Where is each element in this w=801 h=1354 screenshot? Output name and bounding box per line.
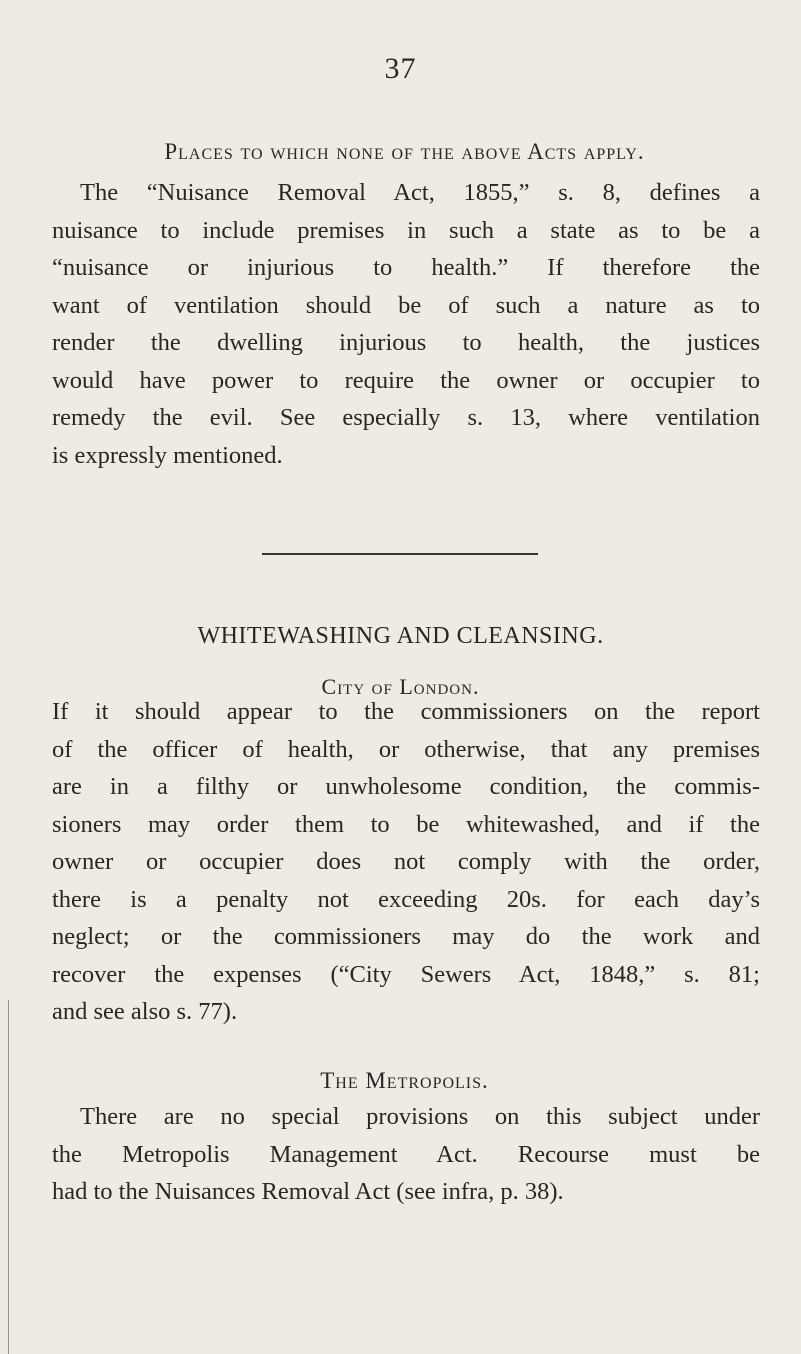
section-heading-other-places: Places to which none of the above Acts apply.: [164, 139, 645, 164]
text-line: sioners may order them to be whitewashed, and if the: [52, 810, 760, 838]
text-line: is expressly mentioned.: [52, 441, 283, 469]
section-heading-metropolis: The Metropolis.: [320, 1068, 489, 1093]
text-line: would have power to require the owner or occupier to: [52, 366, 760, 394]
paragraph-metropolis: [52, 1098, 760, 1211]
text-line: and see also s. 77).: [52, 998, 238, 1025]
text-line: there is a penalty not exceeding 20s. for each day’s: [52, 885, 760, 913]
text-line: neglect; or the commissioners may do the work and: [52, 923, 760, 950]
text-line: The “Nuisance Removal Act, 1855,” s. 8, defines a: [80, 179, 760, 206]
section-heading-whitewashing: WHITEWASHING AND CLEANSING.: [197, 623, 604, 649]
text-line: had to the Nuisances Removal Act (see infra, p. 38).: [52, 1178, 564, 1205]
text-line: “nuisance or injurious to health.” If therefore the: [52, 254, 760, 281]
text-line: are in a filthy or unwholesome condition, the commis-: [52, 773, 760, 800]
text-line: of the officer of health, or otherwise, that any premises: [52, 735, 760, 763]
text-line: render the dwelling injurious to health, the justices: [52, 329, 760, 356]
text-line: want of ventilation should be of such a nature as to: [52, 291, 760, 319]
paragraph-city-of-london: [52, 693, 760, 1031]
page-edge-shadow: [8, 1000, 9, 1354]
text-line: the Metropolis Management Act. Recourse must be: [52, 1140, 760, 1168]
text-line: nuisance to include premises in such a state as to be a: [52, 216, 760, 244]
text-line: recover the expenses (“City Sewers Act, 1848,” s. 81;: [52, 960, 760, 988]
text-line: If it should appear to the commissioners on the report: [52, 698, 760, 725]
page-number: 37: [384, 52, 417, 85]
section-divider: [262, 553, 538, 555]
text-line: owner or occupier does not comply with the order,: [52, 848, 760, 875]
text-line: remedy the evil. See especially s. 13, where ventilation: [52, 404, 760, 431]
paragraph-nuisance-removal: [52, 174, 760, 474]
text-line: There are no special provisions on this subject under: [80, 1103, 760, 1130]
subheading-city-of-london: City of London.: [321, 674, 480, 699]
